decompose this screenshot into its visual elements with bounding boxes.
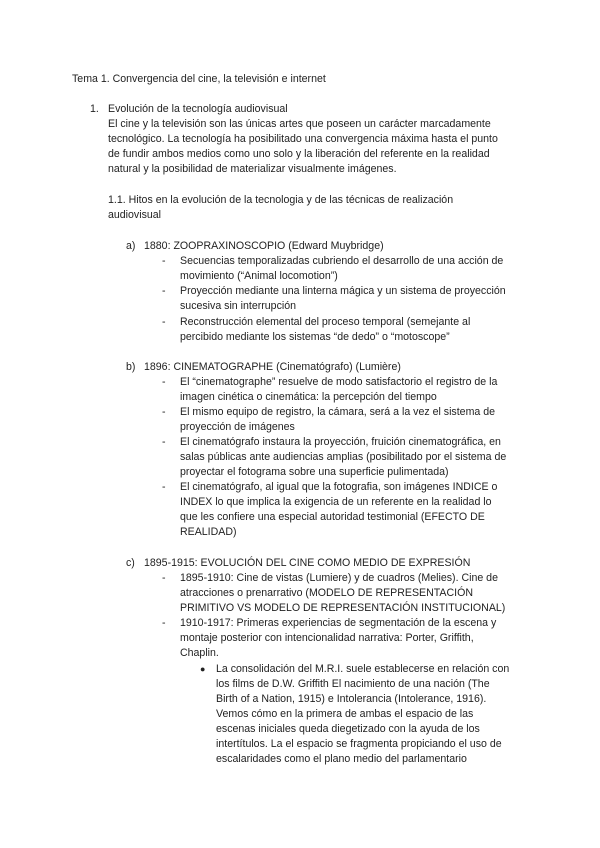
- section-intro-line: de fundir ambos medios como uno solo y la liberación del referente en la realidad: [108, 148, 490, 160]
- bullet-line: El cinematógrafo, al igual que la fotografia, son imágenes INDICE o: [180, 481, 498, 493]
- bullet-line: imagen cinética o cinemática: la percepción del tiempo: [180, 391, 437, 403]
- dash-bullet: -: [162, 572, 166, 584]
- dash-bullet: -: [162, 481, 166, 493]
- bullet-line: proyección de imágenes: [180, 421, 295, 433]
- section-heading: Evolución de la tecnología audiovisual: [108, 103, 288, 115]
- sub-bullet-line: Vemos cómo en la primera de ambas el espacio de las: [216, 708, 474, 720]
- dash-bullet: -: [162, 316, 166, 328]
- dash-bullet: -: [162, 406, 166, 418]
- bullet-line: 1910-1917: Primeras experiencias de segmentación de la escena y: [180, 617, 497, 629]
- item-marker: a): [126, 240, 136, 252]
- bullet-line: Secuencias temporalizadas cubriendo el desarrollo de una acción de: [180, 255, 504, 267]
- section-number: 1.: [90, 103, 99, 115]
- dash-bullet: -: [162, 376, 166, 388]
- bullet-line: sucesiva sin interrupción: [180, 300, 296, 312]
- subsection-heading: 1.1. Hitos en la evolución de la tecnologia y de las técnicas de realización: [108, 194, 454, 206]
- bullet-line: proyectar el fotograma sobre una superficie pulimentada): [180, 466, 449, 478]
- sub-bullet-line: intertítulos. La el espacio se fragmenta propiciando el uso de: [216, 738, 502, 750]
- document-title: Tema 1. Convergencia del cine, la televisión e internet: [72, 73, 326, 85]
- item-title: 1896: CINEMATOGRAPHE (Cinematógrafo) (Lumière): [144, 361, 401, 373]
- item-marker: b): [126, 361, 136, 373]
- item-title: 1880: ZOOPRAXINOSCOPIO (Edward Muybridge): [144, 240, 384, 252]
- bullet-line: percibido mediante los sistemas “de dedo” o “motoscope”: [180, 331, 450, 343]
- section-intro-line: El cine y la televisión son las únicas artes que poseen un carácter marcadamente: [108, 118, 491, 130]
- bullet-line: Proyección mediante una linterna mágica y un sistema de proyección: [180, 285, 506, 297]
- bullet-line: El cinematógrafo instaura la proyección, fruición cinematográfica, en: [180, 436, 501, 448]
- bullet-line: PRIMITIVO VS MODELO DE REPRESENTACIÓN INSTITUCIONAL): [180, 602, 506, 614]
- dash-bullet: -: [162, 285, 166, 297]
- sub-bullet-line: los films de D.W. Griffith El nacimiento de una nación (The: [216, 678, 490, 690]
- sub-bullet-line: Birth of a Nation, 1915) e Intolerancia (Intolerance, 1916).: [216, 693, 487, 705]
- dash-bullet: -: [162, 617, 166, 629]
- dash-bullet: -: [162, 436, 166, 448]
- bullet-line: El “cinematographe” resuelve de modo satisfactorio el registro de la: [180, 376, 498, 388]
- dot-bullet: ●: [200, 664, 206, 674]
- item-marker: c): [126, 557, 135, 569]
- bullet-line: montaje posterior con intencionalidad narrativa: Porter, Griffith,: [180, 632, 474, 644]
- bullet-line: INDEX lo que implica la exigencia de un referente en la realidad lo: [180, 496, 492, 508]
- bullet-line: salas públicas ante audiencias amplias (posibilitado por el sistema de: [180, 451, 507, 463]
- section-intro-line: natural y la posibilidad de materializar visualmente imágenes.: [108, 163, 397, 175]
- bullet-line: 1895-1910: Cine de vistas (Lumiere) y de cuadros (Melies). Cine de: [180, 572, 498, 584]
- bullet-line: Reconstrucción elemental del proceso temporal (semejante al: [180, 316, 471, 328]
- bullet-line: movimiento (“Animal locomotion”): [180, 270, 338, 282]
- item-title: 1895-1915: EVOLUCIÓN DEL CINE COMO MEDIO DE EXPRESIÓN: [144, 557, 471, 569]
- bullet-line: atracciones o prenarrativo (MODELO DE REPRESENTACIÓN: [180, 587, 473, 599]
- sub-bullet-line: escalaridades como el plano medio del parlamentario: [216, 753, 467, 765]
- sub-bullet-line: escenas iniciales queda diegetizado con la ayuda de los: [216, 723, 480, 735]
- bullet-line: El mismo equipo de registro, la cámara, será a la vez el sistema de: [180, 406, 496, 418]
- bullet-line: Chaplin.: [180, 647, 219, 659]
- dash-bullet: -: [162, 255, 166, 267]
- subsection-heading: audiovisual: [108, 209, 162, 221]
- section-intro-line: tecnológico. La tecnología ha posibilitado una convergencia máxima hasta el punto: [108, 133, 498, 145]
- bullet-line: que les confiere una especial autoridad testimonial (EFECTO DE: [180, 511, 485, 523]
- sub-bullet-line: La consolidación del M.R.I. suele establecerse en relación con: [216, 663, 510, 675]
- bullet-line: REALIDAD): [180, 526, 237, 538]
